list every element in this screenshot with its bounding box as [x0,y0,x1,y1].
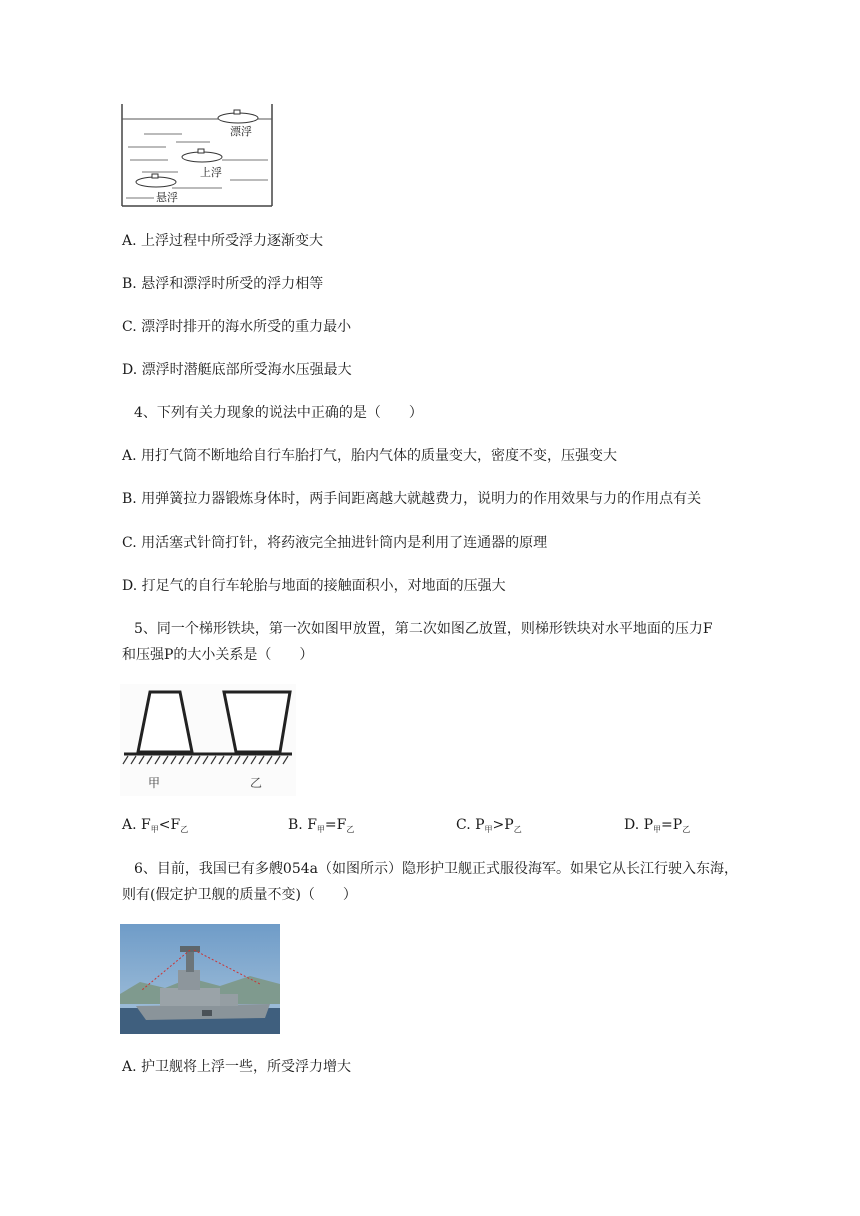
label-yi: 乙 [250,776,263,790]
q6-option-a: A. 护卫舰将上浮一些，所受浮力增大 [122,1059,352,1075]
q5-option-d: D. $P_甲=P_乙$ [624,817,691,834]
q5-stem-line1: 5、同一个梯形铁块，第一次如图甲放置，第二次如图乙放置，则梯形铁块对水平地面的压力F [134,621,713,637]
q5-option-c: C. $P_甲>P_乙$ [456,817,522,834]
q3-option-c: C. 漂浮时排开的海水所受的重力最小 [122,319,352,335]
label-rise: 上浮 [200,166,222,179]
label-jia: 甲 [148,776,161,790]
submarine-figure [118,102,278,210]
q4-option-a: A. 用打气筒不断地给自行车胎打气，胎内气体的质量变大，密度不变，压强变大 [122,448,618,464]
q6-stem-line1: 6、目前，我国已有多艘054a（如图所示）隐形护卫舰正式服役海军。如果它从长江行驶入东海， [134,861,738,877]
q5-stem-line2: 和压强P的大小关系是（ ） [122,647,314,663]
q6-stem-line2: 则有(假定护卫舰的质量不变)（ ） [122,887,357,903]
q5-option-b: B. $F_甲=F_乙$ [288,817,355,834]
q3-option-b: B. 悬浮和漂浮时所受的浮力相等 [122,276,324,292]
q5-option-a: A. $F_甲<F_乙$ [122,817,189,834]
q4-stem: 4、下列有关力现象的说法中正确的是（ ） [134,405,423,421]
label-suspend: 悬浮 [156,191,178,204]
q4-option-d: D. 打足气的自行车轮胎与地面的接触面积小，对地面的压强大 [122,578,506,594]
q4-option-c: C. 用活塞式针筒打针，将药液完全抽进针筒内是利用了连通器的原理 [122,535,548,551]
q3-option-d: D. 漂浮时潜艇底部所受海水压强最大 [122,362,352,378]
trapezoid-figure [120,684,296,796]
q4-option-b: B. 用弹簧拉力器锻炼身体时，两手间距离越大就越费力，说明力的作用效果与力的作用点有关 [122,491,702,507]
q3-option-a: A. 上浮过程中所受浮力逐渐变大 [122,233,324,249]
label-float: 漂浮 [230,125,252,138]
frigate-photo [120,924,280,1034]
